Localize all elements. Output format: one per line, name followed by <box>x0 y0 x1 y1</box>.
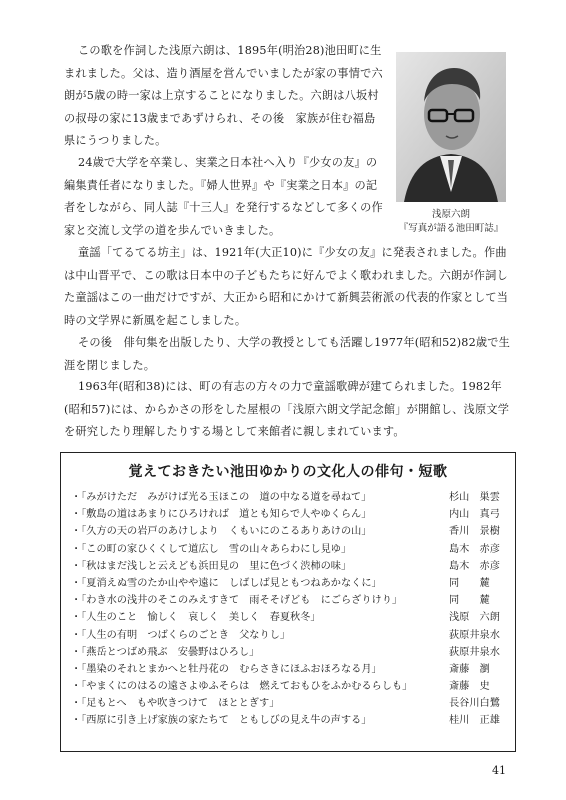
portrait-photo <box>396 52 506 202</box>
caption-source: 『写真が語る池田町誌』 <box>398 223 504 234</box>
poem-item <box>71 489 511 506</box>
poem-item <box>71 644 511 661</box>
poem-text: ・「わき水の浅井のそこのみえすきて 雨そそげども にごらざりけり」 <box>71 595 403 607</box>
paragraph-4: その後 俳句集を出版したり、大学の教授としても活躍し1977年(昭和52)82歳で生涯を閉じました。 <box>64 336 511 372</box>
page-number: 41 <box>492 764 506 777</box>
poem-text: ・「西原に引き上げ家族の家たちて ともしびの見え牛の声する」 <box>71 715 372 727</box>
poem-item <box>71 678 511 695</box>
poem-item <box>71 661 511 678</box>
poem-text: ・「人生の有明 つばくらのごとき 父なりし」 <box>71 629 291 641</box>
paragraph-5: 1963年(昭和38)には、町の有志の方々の力で童謡歌碑が建てられました。1982年(昭和57)には、からかさの形をした屋根の「浅原六朗文学記念館」が開館し、浅原文学を研究したり理解したりする場として来館者に親しまれています。 <box>64 380 510 438</box>
poem-item <box>71 541 511 558</box>
caption-name: 浅原六朗 <box>431 209 470 220</box>
poem-item <box>71 575 511 592</box>
poem-item <box>71 695 511 712</box>
poem-text: ・「夏消えぬ雪のたか山やや遠に しばしば見ともつねあかなくに」 <box>71 577 382 589</box>
poem-text: ・「やまくにのはるの遠さよゆふそらは 燃えておもひをふかむるらしも」 <box>71 681 413 693</box>
poem-author: 島木 赤彦 <box>449 560 500 572</box>
poem-item <box>71 712 511 729</box>
poem-item <box>71 592 511 609</box>
poem-item <box>71 609 511 626</box>
poem-author: 香川 景樹 <box>449 526 500 538</box>
poem-list <box>71 489 511 730</box>
poem-author: 同 麓 <box>449 595 490 607</box>
portrait-image <box>396 52 506 202</box>
poem-author: 斎藤 史 <box>449 681 490 693</box>
poem-text: ・「燕岳とつばめ飛ぶ 安曇野はひろし」 <box>71 646 260 658</box>
poem-author: 荻原井泉水 <box>449 629 500 641</box>
paragraph-2: 24歳で大学を卒業し、実業之日本社へ入り『少女の友』の編集責任者になりました。『婦人世界』や『実業之日本』の記者をしながら、同人誌『十三人』を発行するなどして多くの作家と交流し文学の道を歩んでいきました。 <box>64 156 383 237</box>
poem-author: 長谷川白鷺 <box>449 698 500 710</box>
poem-author: 内山 真弓 <box>449 509 500 521</box>
poem-author: 荻原井泉水 <box>449 646 500 658</box>
poems-box <box>60 452 516 752</box>
poem-text: ・「みがけただ みがけば光る玉ほこの 道の中なる道を尋ねて」 <box>71 492 372 503</box>
poem-text: ・「久方の天の岩戸のあけしより くもいにのこるありあけの山」 <box>71 526 372 538</box>
poem-text: ・「墨染のそれとまかへと牡丹花の むらさきにほふおほろなる月」 <box>71 663 382 675</box>
poem-text: ・「足もとへ もや吹きつけて ほととぎす」 <box>71 698 280 710</box>
poem-author: 島木 赤彦 <box>449 543 500 555</box>
poem-author: 杉山 巣雲 <box>449 492 500 503</box>
poem-item <box>71 558 511 575</box>
poem-text: ・「敷島の道はあまりにひろければ 道とも知らで人やゆくらん」 <box>71 509 372 521</box>
paragraph-1: この歌を作詞した浅原六朗は、1895年(明治28)池田町に生まれました。父は、造り酒屋を営んでいましたが家の事情で六朗が5歳の時一家は上京することになりました。六朗は八坂村の叔母の家に13歳まであずけられ、その後 家族が住む福島県にうつりました。 <box>64 44 383 147</box>
poem-text: ・「秋はまだ浅しと云えども浜田見の 里に色づく渋柿の味」 <box>71 560 352 572</box>
paragraph-3: 童謡「てるてる坊主」は、1921年(大正10)に『少女の友』に発表されました。作曲は中山晋平で、この歌は日本中の子どもたちに好んでよく歌われました。六朗が作詞した童謡はこの一曲だけですが、大正から昭和にかけて新興芸術派の代表的作家として当時の文学界に新風を起こしました。 <box>64 246 509 327</box>
poem-item <box>71 506 511 523</box>
poem-text: ・「人生のこと 愉しく 哀しく 美しく 春夏秋冬」 <box>71 612 321 624</box>
poem-item <box>71 523 511 540</box>
poem-author: 桂川 正雄 <box>449 715 500 727</box>
poem-text: ・「この町の家ひくくして道広し 雪の山々あらわにし見ゆ」 <box>71 543 352 555</box>
photo-caption <box>384 208 518 236</box>
poem-author: 斎藤 瀏 <box>449 663 490 675</box>
poem-author: 浅原 六朗 <box>449 612 500 624</box>
poem-item <box>71 627 511 644</box>
poems-box-title: 覚えておきたい池田ゆかりの文化人の俳句・短歌 <box>128 464 448 480</box>
poem-author: 同 麓 <box>449 577 490 589</box>
